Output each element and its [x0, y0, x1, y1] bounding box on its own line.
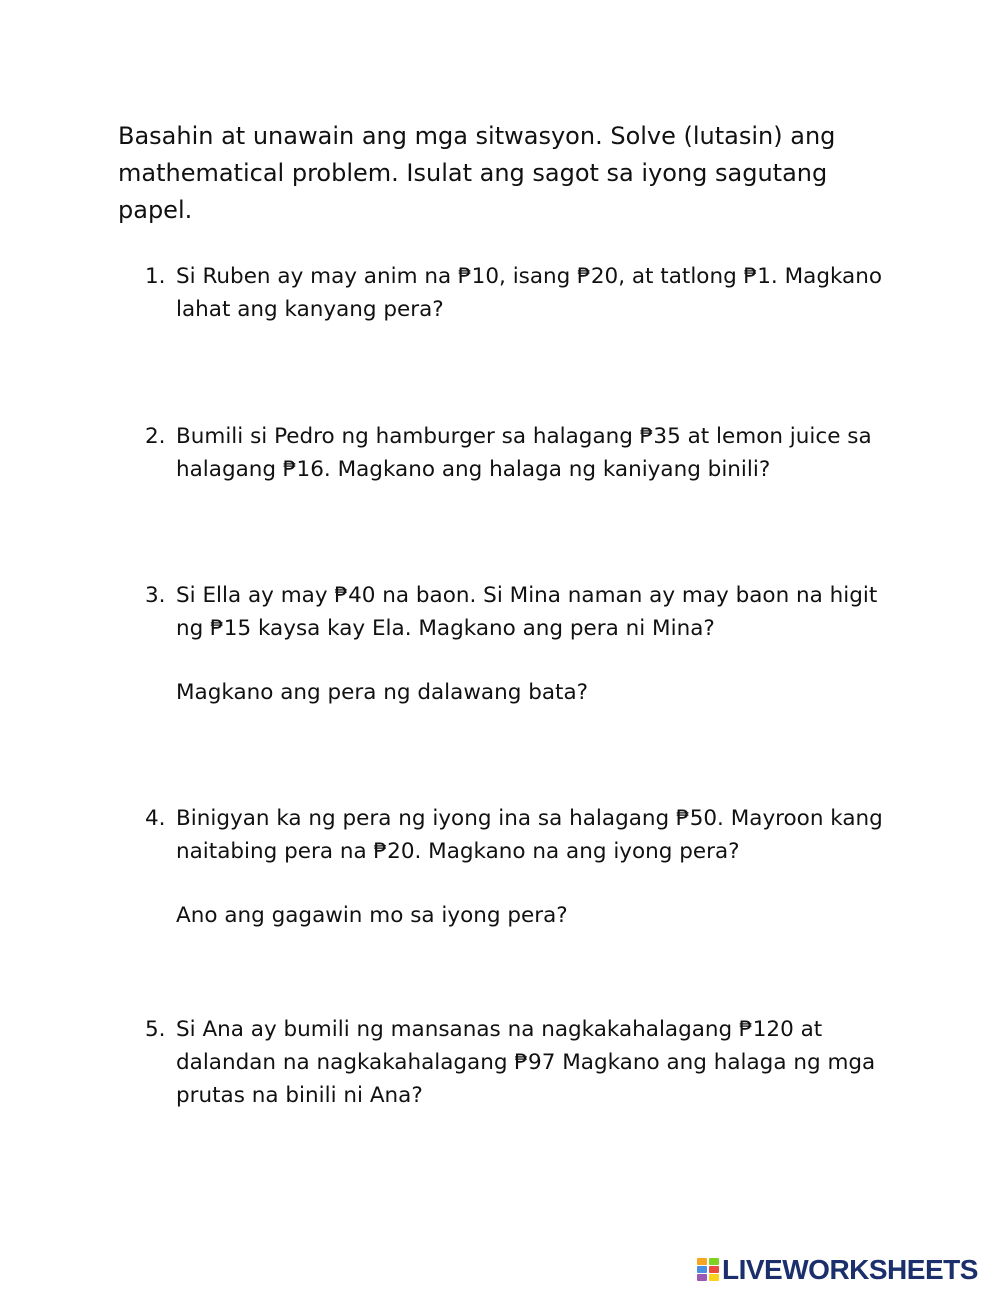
question-3: [145, 579, 885, 709]
logo-block: [697, 1258, 707, 1265]
question-number: 1.: [145, 264, 166, 289]
question-number: 3.: [145, 583, 166, 608]
liveworksheets-logo: [697, 1253, 978, 1287]
question-followup: Ano ang gagawin mo sa iyong pera?: [176, 903, 568, 928]
question-2: [145, 420, 885, 486]
question-text: Si Ella ay may ₱40 na baon. Si Mina naman ay may baon na higit ng ₱15 kaysa kay Ela. Magkano ang pera ni Mina?: [176, 583, 878, 641]
question-number: 4.: [145, 806, 166, 831]
question-4: [145, 802, 885, 932]
question-text: Si Ruben ay may anim na ₱10, isang ₱20, at tatlong ₱1. Magkano lahat ang kanyang pera?: [176, 264, 882, 322]
question-number: 5.: [145, 1017, 166, 1042]
logo-text: LIVEWORKSHEETS: [722, 1254, 978, 1285]
question-number: 2.: [145, 424, 166, 449]
question-text: Binigyan ka ng pera ng iyong ina sa halagang ₱50. Mayroon kang naitabing pera na ₱20. Magkano na ang iyong pera?: [176, 806, 883, 864]
instructions-text: Basahin at unawain ang mga sitwasyon. Solve (lutasin) ang mathematical problem. Isulat ang sagot sa iyong sagutang papel.: [118, 122, 836, 224]
question-5: [145, 1013, 885, 1112]
logo-block: [697, 1266, 707, 1273]
question-text: Bumili si Pedro ng hamburger sa halagang ₱35 at lemon juice sa halagang ₱16. Magkano ang halaga ng kaniyang binili?: [176, 424, 872, 482]
logo-block: [709, 1266, 719, 1273]
logo-block: [709, 1258, 719, 1265]
logo-block: [697, 1274, 707, 1281]
question-followup: Magkano ang pera ng dalawang bata?: [176, 680, 589, 705]
question-1: [145, 260, 885, 326]
logo-block: [709, 1274, 719, 1281]
question-text: Si Ana ay bumili ng mansanas na nagkakahalagang ₱120 at dalandan na nagkakahalagang ₱97 Magkano ang halaga ng mga prutas na binili ni Ana?: [176, 1017, 876, 1108]
liveworksheets-logo-icon: [697, 1258, 719, 1282]
